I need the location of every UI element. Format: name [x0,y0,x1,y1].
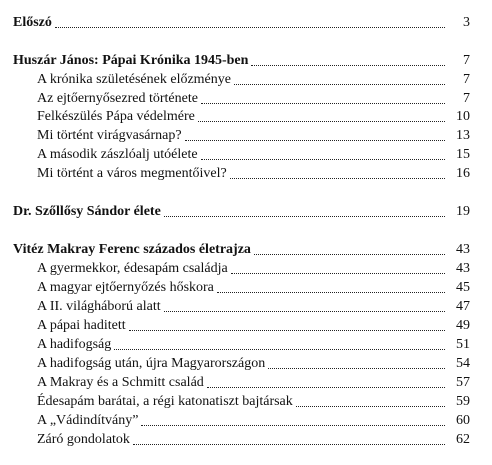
toc-entry-title: A hadifogság [37,337,112,352]
toc-entry-title: Édesapám barátai, a régi katonatiszt bajtársak [37,394,293,409]
toc-entry-page: 59 [456,394,470,409]
dot-leader [230,178,445,179]
toc-entry-page: 47 [456,299,470,314]
toc-entry-page: 10 [456,109,470,124]
toc-entry [0,279,492,297]
toc-entry-page: 51 [456,337,470,352]
toc-entry-page: 60 [456,413,470,428]
dot-leader [231,273,445,274]
toc-entry [0,127,492,145]
toc-entry-title: A Makray és a Schmitt család [37,375,204,390]
toc-entry-title: A magyar ejtőernyőzés hőskora [37,280,214,295]
dot-leader [296,406,445,407]
dot-leader [164,311,445,312]
toc-entry-page: 7 [463,53,470,68]
toc-entry [0,393,492,411]
toc-entry-title: A „Vádindítvány” [37,413,139,428]
toc-entry [0,146,492,164]
toc-entry-title: Mi történt virágvasárnap? [37,128,182,143]
toc-entry [0,90,492,108]
toc-entry-page: 15 [456,147,470,162]
toc-entry-page: 16 [456,166,470,181]
toc-entry [0,52,492,70]
dot-leader [251,65,445,66]
toc-entry-title: A II. világháború alatt [37,299,161,314]
dot-leader [141,425,445,426]
toc-entry-title: Előszó [13,15,52,30]
toc-entry [0,241,492,259]
toc-entry-title: Felkészülés Pápa védelmére [37,109,195,124]
dot-leader [198,121,445,122]
toc-entry-title: Huszár János: Pápai Krónika 1945-ben [13,53,249,68]
dot-leader [164,216,445,217]
toc-entry [0,412,492,430]
dot-leader [217,292,445,293]
toc-entry [0,336,492,354]
toc-entry-title: Vitéz Makray Ferenc százados életrajza [13,242,251,257]
toc-entry-page: 49 [456,318,470,333]
toc-entry [0,165,492,183]
toc-entry-page: 57 [456,375,470,390]
toc-entry-title: A második zászlóalj utóélete [37,147,198,162]
toc-entry-page: 43 [456,242,470,257]
dot-leader [129,330,445,331]
toc-entry [0,108,492,126]
dot-leader [185,140,445,141]
toc-entry-page: 62 [456,432,470,447]
toc-entry [0,355,492,373]
dot-leader [133,444,445,445]
toc-entry-title: A krónika születésének előzménye [37,72,231,87]
toc-entry [0,317,492,335]
toc-entry-page: 43 [456,261,470,276]
dot-leader [254,254,445,255]
toc-entry [0,260,492,278]
dot-leader [268,368,445,369]
toc-entry-page: 7 [463,72,470,87]
toc-entry [0,14,492,32]
dot-leader [201,103,445,104]
dot-leader [55,27,445,28]
toc-entry-title: Az ejtőernyősezred története [37,91,198,106]
toc-entry-title: A pápai haditett [37,318,126,333]
toc-entry [0,203,492,221]
toc-entry-title: A hadifogság után, újra Magyarországon [37,356,266,371]
toc-entry-page: 7 [463,91,470,106]
toc-entry [0,71,492,89]
dot-leader [234,84,445,85]
toc-entry-title: A gyermekkor, édesapám családja [37,261,228,276]
toc-entry-title: Záró gondolatok [37,432,130,447]
toc-entry-title: Mi történt a város megmentőivel? [37,166,227,181]
toc-entry-page: 45 [456,280,470,295]
toc-entry [0,431,492,449]
toc-entry-page: 19 [456,204,470,219]
toc-entry-page: 3 [463,15,470,30]
dot-leader [201,159,445,160]
toc-entry-page: 54 [456,356,470,371]
dot-leader [114,349,445,350]
toc-entry [0,374,492,392]
toc-entry [0,298,492,316]
toc-entry-title: Dr. Szőllősy Sándor élete [13,204,161,219]
dot-leader [207,387,445,388]
toc-entry-page: 13 [456,128,470,143]
